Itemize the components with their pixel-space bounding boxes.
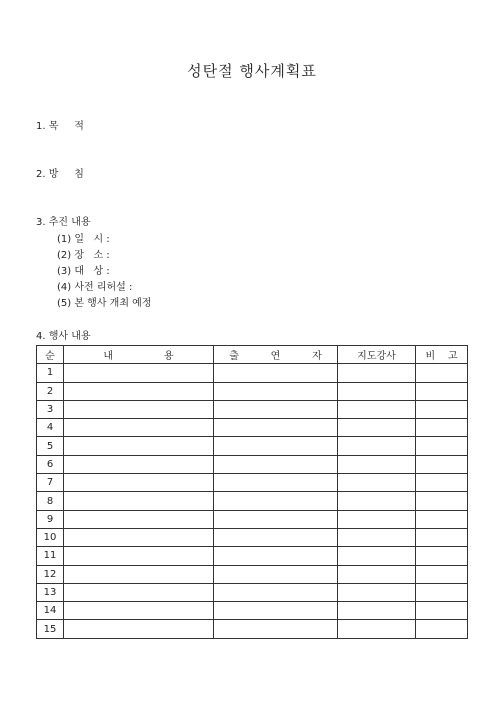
cell-performers[interactable] xyxy=(214,419,338,437)
cell-content[interactable] xyxy=(64,364,214,382)
cell-performers[interactable] xyxy=(214,565,338,583)
cell-performers[interactable] xyxy=(214,382,338,400)
cell-performers[interactable] xyxy=(214,528,338,546)
cell-content[interactable] xyxy=(64,419,214,437)
table-row xyxy=(37,474,468,492)
cell-performers[interactable] xyxy=(214,510,338,528)
row-number: 3 xyxy=(37,400,64,418)
cell-content[interactable] xyxy=(64,382,214,400)
table-row xyxy=(37,455,468,473)
cell-performers[interactable] xyxy=(214,474,338,492)
table-row xyxy=(37,565,468,583)
cell-instructor[interactable] xyxy=(338,565,416,583)
cell-content[interactable] xyxy=(64,437,214,455)
cell-performers[interactable] xyxy=(214,583,338,601)
row-number: 8 xyxy=(37,492,64,510)
header-number: 순 xyxy=(37,346,64,364)
row-number: 12 xyxy=(37,565,64,583)
table-row xyxy=(37,382,468,400)
cell-performers[interactable] xyxy=(214,400,338,418)
row-number: 15 xyxy=(37,620,64,638)
section-policy: 2. 방 침 xyxy=(36,169,84,180)
cell-remarks[interactable] xyxy=(416,492,468,510)
cell-remarks[interactable] xyxy=(416,547,468,565)
cell-content[interactable] xyxy=(64,455,214,473)
section-events-heading: 4. 행사 내용 xyxy=(36,331,91,342)
cell-content[interactable] xyxy=(64,565,214,583)
cell-remarks[interactable] xyxy=(416,455,468,473)
row-number: 4 xyxy=(37,419,64,437)
cell-performers[interactable] xyxy=(214,602,338,620)
cell-performers[interactable] xyxy=(214,364,338,382)
row-number: 13 xyxy=(37,583,64,601)
cell-performers[interactable] xyxy=(214,455,338,473)
cell-content[interactable] xyxy=(64,547,214,565)
header-content: 내 용 xyxy=(64,346,214,364)
cell-content[interactable] xyxy=(64,620,214,638)
cell-instructor[interactable] xyxy=(338,547,416,565)
details-item-place: (2) 장 소 : xyxy=(57,250,110,261)
details-item-rehearsal: (4) 사전 리허설 : xyxy=(57,282,133,293)
events-table xyxy=(36,345,468,639)
table-row xyxy=(37,492,468,510)
cell-instructor[interactable] xyxy=(338,437,416,455)
table-row xyxy=(37,400,468,418)
table-row xyxy=(37,602,468,620)
cell-content[interactable] xyxy=(64,602,214,620)
cell-instructor[interactable] xyxy=(338,602,416,620)
cell-remarks[interactable] xyxy=(416,620,468,638)
table-header-row xyxy=(37,346,468,364)
row-number: 2 xyxy=(37,382,64,400)
row-number: 10 xyxy=(37,528,64,546)
cell-content[interactable] xyxy=(64,492,214,510)
section-purpose: 1. 목 적 xyxy=(36,121,84,132)
cell-remarks[interactable] xyxy=(416,602,468,620)
table-row xyxy=(37,547,468,565)
cell-content[interactable] xyxy=(64,400,214,418)
cell-instructor[interactable] xyxy=(338,510,416,528)
cell-instructor[interactable] xyxy=(338,583,416,601)
cell-content[interactable] xyxy=(64,583,214,601)
table-row xyxy=(37,510,468,528)
cell-instructor[interactable] xyxy=(338,382,416,400)
cell-instructor[interactable] xyxy=(338,455,416,473)
cell-instructor[interactable] xyxy=(338,364,416,382)
header-remarks: 비 고 xyxy=(416,346,468,364)
cell-remarks[interactable] xyxy=(416,419,468,437)
cell-instructor[interactable] xyxy=(338,474,416,492)
row-number: 7 xyxy=(37,474,64,492)
cell-remarks[interactable] xyxy=(416,510,468,528)
cell-remarks[interactable] xyxy=(416,382,468,400)
row-number: 11 xyxy=(37,547,64,565)
row-number: 1 xyxy=(37,364,64,382)
cell-remarks[interactable] xyxy=(416,528,468,546)
cell-instructor[interactable] xyxy=(338,528,416,546)
table-row xyxy=(37,419,468,437)
table-row xyxy=(37,437,468,455)
row-number: 14 xyxy=(37,602,64,620)
details-item-datetime: (1) 일 시 : xyxy=(57,234,110,245)
header-instructor: 지도강사 xyxy=(338,346,416,364)
cell-remarks[interactable] xyxy=(416,583,468,601)
details-item-target: (3) 대 상 : xyxy=(57,266,110,277)
cell-remarks[interactable] xyxy=(416,364,468,382)
cell-content[interactable] xyxy=(64,474,214,492)
cell-remarks[interactable] xyxy=(416,400,468,418)
row-number: 6 xyxy=(37,455,64,473)
row-number: 5 xyxy=(37,437,64,455)
table-row xyxy=(37,364,468,382)
cell-performers[interactable] xyxy=(214,437,338,455)
cell-remarks[interactable] xyxy=(416,474,468,492)
cell-remarks[interactable] xyxy=(416,565,468,583)
cell-content[interactable] xyxy=(64,528,214,546)
details-item-main-event: (5) 본 행사 개최 예정 xyxy=(57,298,152,309)
cell-remarks[interactable] xyxy=(416,437,468,455)
cell-instructor[interactable] xyxy=(338,400,416,418)
header-performers: 출 연 자 xyxy=(214,346,338,364)
cell-performers[interactable] xyxy=(214,492,338,510)
cell-instructor[interactable] xyxy=(338,492,416,510)
cell-performers[interactable] xyxy=(214,620,338,638)
section-details-heading: 3. 추진 내용 xyxy=(36,217,91,228)
table-row xyxy=(37,583,468,601)
cell-instructor[interactable] xyxy=(338,620,416,638)
table-row xyxy=(37,528,468,546)
cell-instructor[interactable] xyxy=(338,419,416,437)
table-row xyxy=(37,620,468,638)
page-title: 성탄절 행사계획표 xyxy=(187,62,317,80)
row-number: 9 xyxy=(37,510,64,528)
cell-performers[interactable] xyxy=(214,547,338,565)
cell-content[interactable] xyxy=(64,510,214,528)
